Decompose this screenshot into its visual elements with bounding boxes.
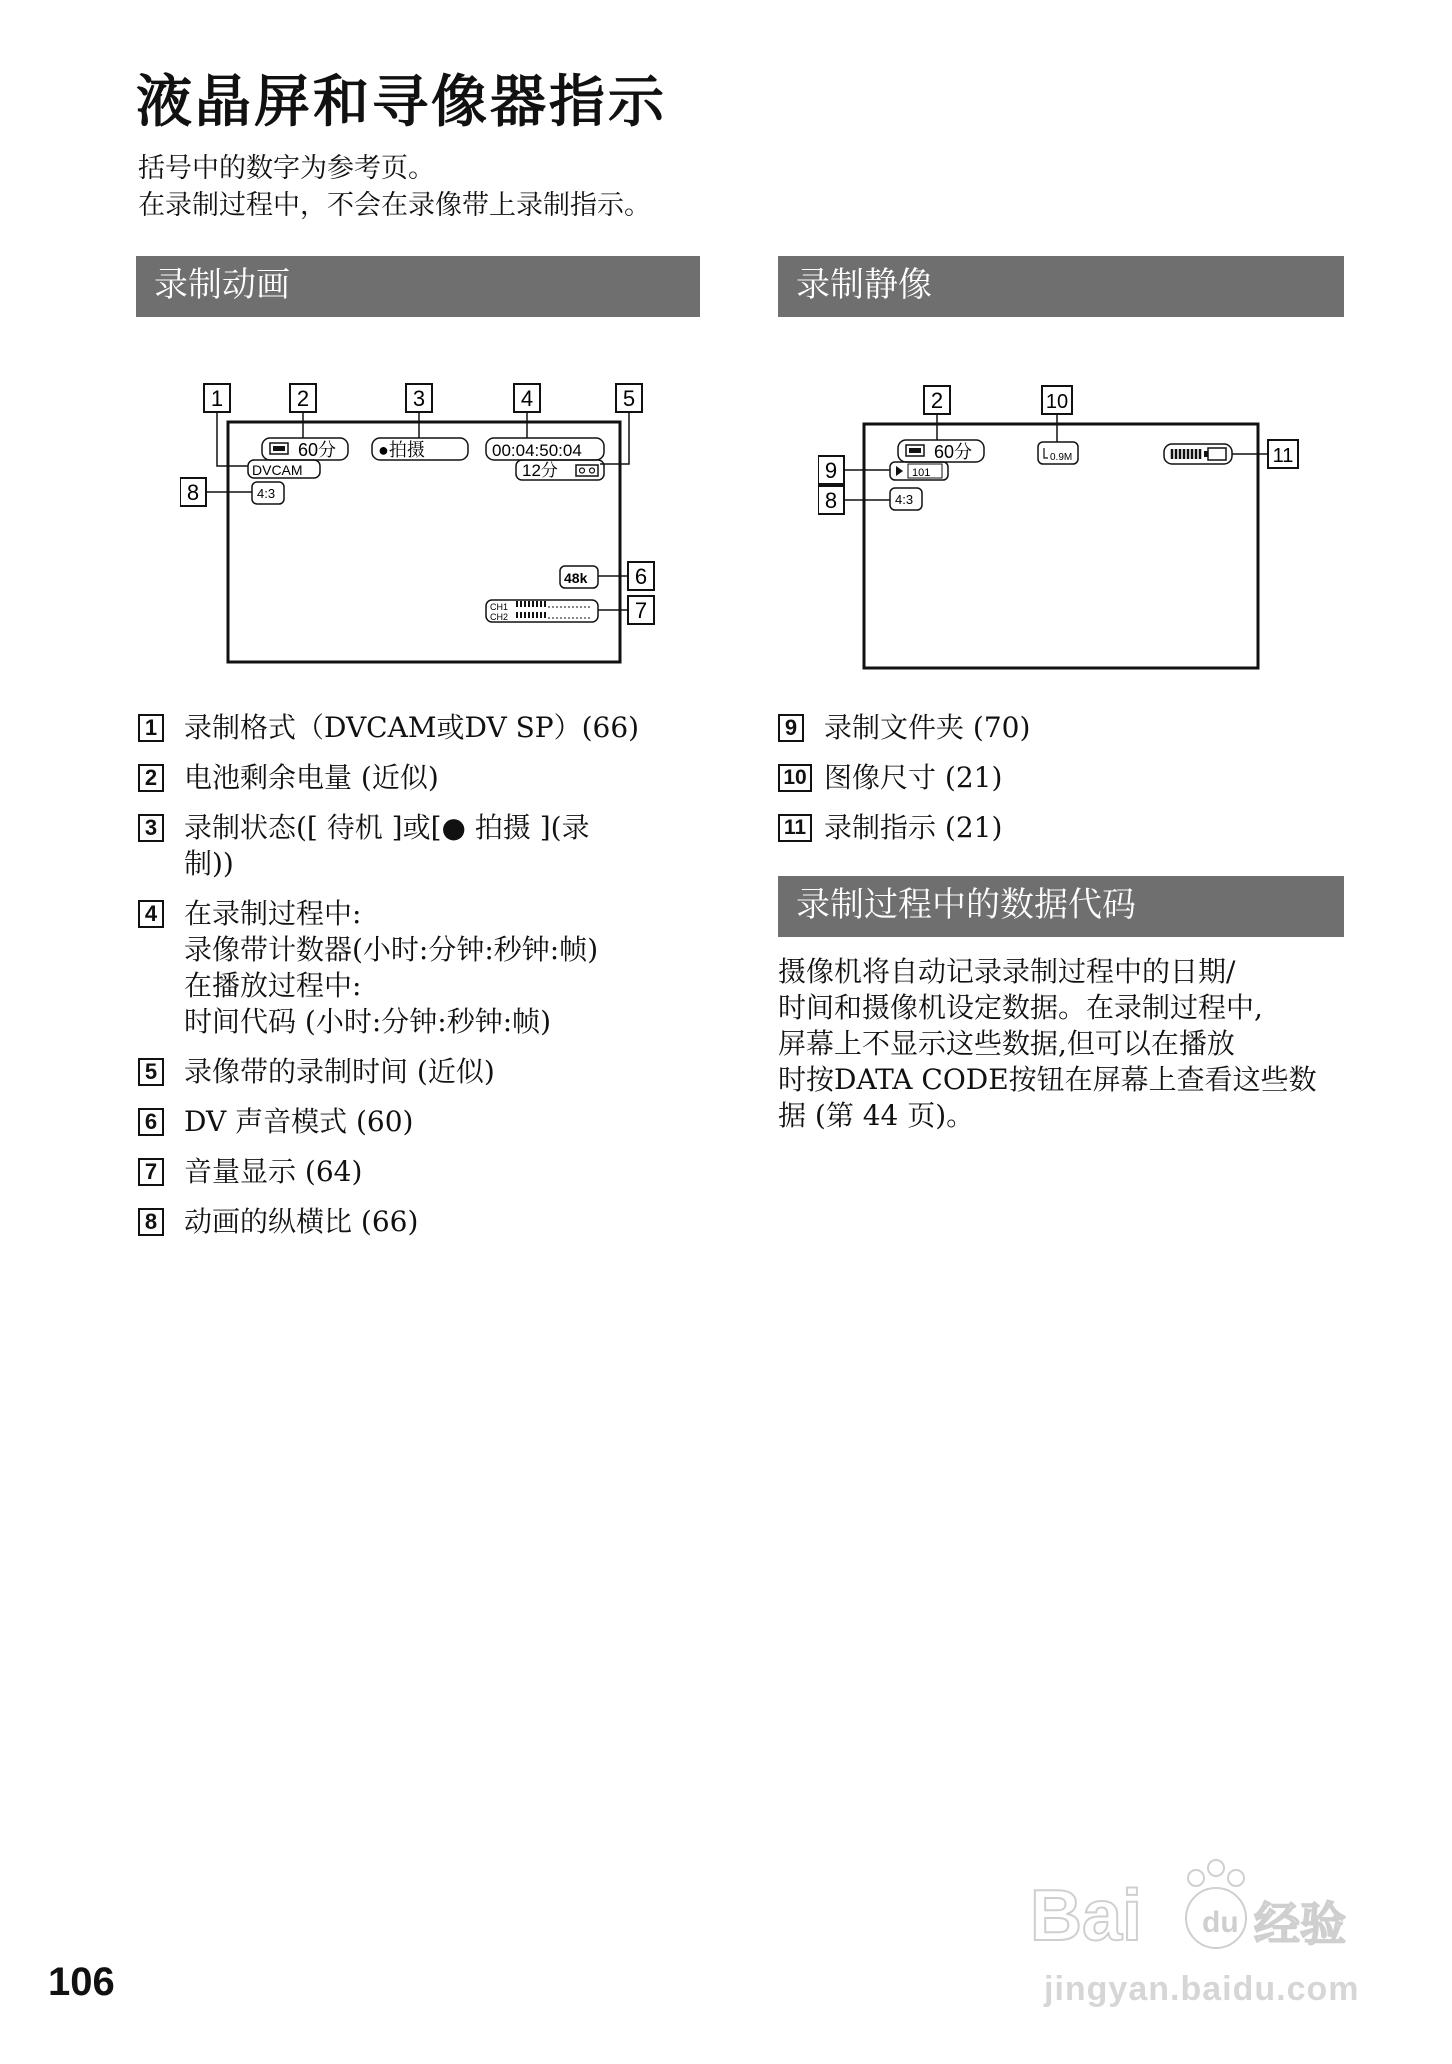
aspect-ratio-indicator	[890, 488, 922, 510]
svg-text:3: 3	[412, 386, 426, 411]
movie-screen-diagram	[180, 376, 660, 680]
folder-indicator	[890, 462, 948, 480]
svg-text:5: 5	[622, 386, 636, 411]
list-item	[138, 810, 718, 882]
item-text: 录制文件夹 (70)	[824, 711, 1031, 744]
section-heading-label: 录制静像	[796, 265, 932, 305]
item-text: 录制格式（DVCAM或DV SP）(66)	[184, 711, 640, 744]
svg-text:2: 2	[296, 386, 310, 411]
movie-indicator-list	[138, 710, 718, 1254]
list-item	[778, 810, 1338, 846]
section-heading-record-still	[778, 256, 1344, 314]
list-item	[778, 760, 1338, 796]
intro-line-1: 括号中的数字为参考页。	[138, 153, 435, 184]
callout-6	[628, 562, 654, 590]
list-item	[138, 1154, 718, 1190]
svg-text:12分: 12分	[522, 461, 558, 480]
svg-text:0.9M: 0.9M	[1050, 452, 1073, 463]
callout-3	[406, 384, 432, 412]
volume-meter-indicator	[486, 600, 598, 622]
callout-1	[204, 384, 230, 412]
svg-text:8: 8	[186, 480, 200, 505]
svg-text:4:3: 4:3	[895, 492, 914, 507]
record-indicator	[1164, 444, 1232, 464]
callout-8	[180, 478, 206, 506]
svg-text:2: 2	[930, 388, 944, 413]
baidu-logo	[1030, 1850, 1370, 1960]
svg-text:●拍摄: ●拍摄	[378, 440, 425, 460]
image-size-indicator	[1038, 442, 1078, 464]
still-indicator-list	[778, 710, 1338, 860]
item-number: 10	[778, 764, 812, 792]
item-text: 动画的纵横比 (66)	[184, 1205, 419, 1238]
item-text: 录制指示 (21)	[824, 811, 1003, 844]
data-code-paragraph: 摄像机将自动记录录制过程中的日期/ 时间和摄像机设定数据。在录制过程中, 屏幕上不显示这些数据,但可以在播放 时按DATA CODE按钮在屏幕上查看这些数 据 (第 44 页)。	[778, 955, 1317, 1132]
svg-text:101: 101	[912, 467, 931, 479]
svg-text:4:3: 4:3	[257, 486, 276, 501]
list-item	[138, 1104, 718, 1140]
baidu-watermark	[1030, 1850, 1390, 2050]
item-number: 5	[138, 1058, 164, 1086]
svg-text:00:04:50:04: 00:04:50:04	[492, 441, 582, 460]
item-text: DV 声音模式 (60)	[184, 1105, 414, 1138]
callout-8	[818, 486, 844, 514]
audio-mode-indicator	[560, 566, 598, 588]
svg-text:60分: 60分	[934, 442, 973, 462]
callout-10	[1042, 386, 1072, 414]
list-item	[138, 1204, 718, 1240]
svg-text:60分: 60分	[298, 440, 337, 460]
item-number: 8	[138, 1208, 164, 1236]
battery-indicator	[898, 440, 984, 462]
battery-indicator	[262, 438, 348, 460]
section-heading-label: 录制过程中的数据代码	[796, 885, 1136, 925]
callout-2	[924, 386, 950, 414]
item-number: 2	[138, 764, 164, 792]
item-text: 录制状态([ 待机 ]或[● 拍摄 ](录 制))	[184, 811, 590, 880]
svg-text:48k: 48k	[564, 570, 588, 586]
watermark-url: jingyan.baidu.com	[1044, 1970, 1360, 2008]
item-text: 图像尺寸 (21)	[824, 761, 1003, 794]
item-text: 音量显示 (64)	[184, 1155, 363, 1188]
item-text: 在录制过程中: 录像带计数器(小时:分钟:秒钟:帧) 在播放过程中: 时间代码 (小时:分钟:秒钟:帧)	[184, 897, 599, 1038]
callout-7	[628, 596, 654, 624]
item-number: 1	[138, 714, 164, 742]
callout-9	[818, 456, 844, 484]
callout-4	[514, 384, 540, 412]
format-indicator	[248, 460, 320, 478]
still-screen-diagram	[818, 378, 1308, 682]
svg-text:du: du	[1202, 1906, 1239, 1939]
svg-text:6: 6	[634, 564, 648, 589]
list-item	[138, 896, 718, 1040]
section-heading-record-movie	[136, 256, 700, 314]
item-number: 6	[138, 1108, 164, 1136]
svg-text:11: 11	[1272, 445, 1294, 467]
list-item	[778, 710, 1338, 746]
callout-5	[616, 384, 642, 412]
timecode-indicator	[486, 438, 604, 460]
svg-text:9: 9	[824, 458, 838, 483]
svg-text:8: 8	[824, 488, 838, 513]
item-number: 9	[778, 714, 804, 742]
svg-text:Bai: Bai	[1030, 1876, 1143, 1956]
tape-remaining-indicator	[516, 460, 604, 480]
item-text: 录像带的录制时间 (近似)	[184, 1055, 495, 1088]
list-item	[138, 1054, 718, 1090]
item-text: 电池剩余电量 (近似)	[184, 761, 439, 794]
callout-2	[290, 384, 316, 412]
section-heading-data-code	[778, 876, 1344, 934]
svg-text:CH2: CH2	[490, 612, 509, 622]
section-heading-label: 录制动画	[154, 265, 290, 305]
svg-text:4: 4	[520, 386, 534, 411]
record-status-indicator	[372, 438, 468, 460]
intro-line-2: 在录制过程中，不会在录像带上录制指示。	[138, 190, 651, 221]
item-number: 11	[778, 814, 812, 842]
callout-11	[1268, 440, 1298, 468]
svg-text:DVCAM: DVCAM	[252, 462, 303, 478]
aspect-ratio-indicator	[252, 482, 284, 504]
svg-text:7: 7	[634, 598, 648, 623]
page-title: 液晶屏和寻像器指示	[136, 70, 667, 135]
svg-text:经验: 经验	[1254, 1897, 1346, 1951]
svg-text:10: 10	[1045, 391, 1069, 413]
svg-text:CH1: CH1	[490, 602, 509, 612]
item-number: 7	[138, 1158, 164, 1186]
item-number: 3	[138, 814, 164, 842]
list-item	[138, 710, 718, 746]
svg-text:1: 1	[210, 386, 224, 411]
item-number: 4	[138, 900, 164, 928]
list-item	[138, 760, 718, 796]
page-number: 106	[48, 1960, 115, 2004]
intro-text	[138, 150, 651, 224]
